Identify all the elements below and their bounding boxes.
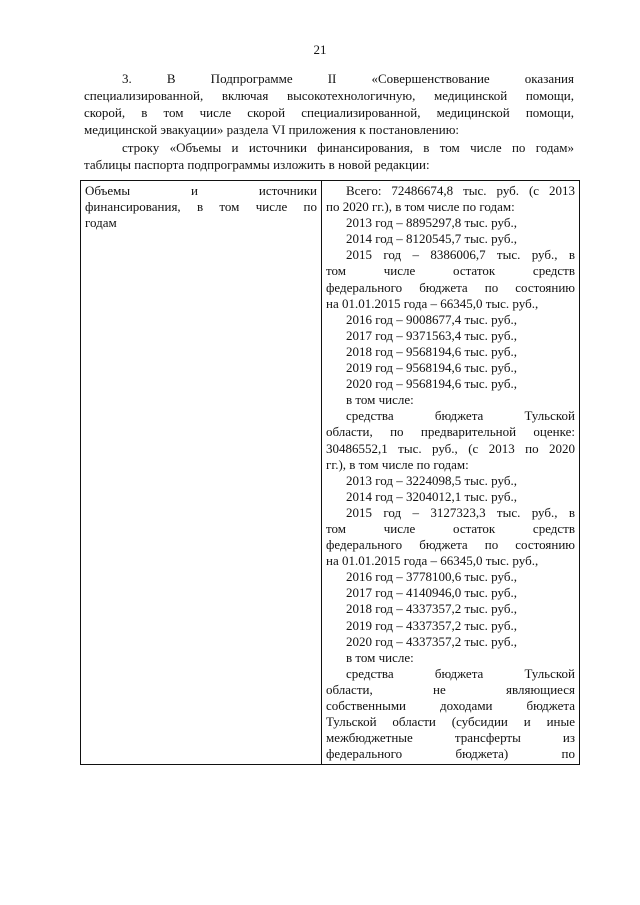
value-line: Тульской области (субсидии и иные bbox=[326, 714, 575, 730]
row-value-cell bbox=[322, 181, 580, 765]
value-line: федерального бюджета по состоянию bbox=[326, 537, 575, 553]
instruction-paragraph bbox=[84, 139, 574, 173]
passport-table bbox=[80, 180, 580, 765]
value-line: 2016 год – 3778100,6 тыс. руб., bbox=[346, 569, 517, 585]
value-line: 2019 год – 9568194,6 тыс. руб., bbox=[346, 360, 517, 376]
paragraph-line: специализированной, включая высокотехнологичную, медицинской помощи, bbox=[84, 88, 574, 103]
value-line: том числе остаток средств bbox=[326, 520, 575, 536]
value-line: федерального бюджета) по bbox=[326, 746, 575, 762]
value-line: Всего: 72486674,8 тыс. руб. (с 2013 bbox=[346, 183, 575, 198]
value-line: 2020 год – 4337357,2 тыс. руб., bbox=[346, 633, 517, 649]
value-line: 2016 год – 9008677,4 тыс. руб., bbox=[346, 311, 517, 327]
value-line: 2014 год – 8120545,7 тыс. руб., bbox=[346, 231, 517, 247]
label-line: годам bbox=[85, 215, 117, 230]
value-line: гг.), в том числе по годам: bbox=[326, 456, 469, 472]
value-line: 2015 год – 3127323,3 тыс. руб., в bbox=[346, 504, 575, 520]
value-line: области, по предварительной оценке: bbox=[326, 424, 575, 440]
paragraph-line: таблицы паспорта подпрограммы изложить в новой редакции: bbox=[84, 157, 430, 172]
paragraph-line: 3. В Подпрограмме II «Совершенствование оказания bbox=[122, 71, 574, 86]
paragraph-line: медицинской эвакуации» раздела VI приложения к постановлению: bbox=[84, 122, 460, 137]
value-line: 2017 год – 4140946,0 тыс. руб., bbox=[346, 585, 517, 601]
table-row bbox=[81, 181, 580, 765]
value-line: в том числе: bbox=[346, 649, 414, 665]
value-line: 2018 год – 9568194,6 тыс. руб., bbox=[346, 343, 517, 359]
row-label-cell bbox=[81, 181, 322, 765]
value-line: 2013 год – 3224098,5 тыс. руб., bbox=[346, 472, 517, 488]
value-line: межбюджетные трансферты из bbox=[326, 730, 575, 746]
value-line: 2019 год – 4337357,2 тыс. руб., bbox=[346, 617, 517, 633]
value-line: 2015 год – 8386006,7 тыс. руб., в bbox=[346, 247, 575, 263]
page-number: 21 bbox=[313, 42, 327, 57]
value-line: 2017 год – 9371563,4 тыс. руб., bbox=[346, 327, 517, 343]
value-line: 2018 год – 4337357,2 тыс. руб., bbox=[346, 601, 517, 617]
value-line: 2013 год – 8895297,8 тыс. руб., bbox=[346, 215, 517, 231]
value-line: по 2020 гг.), в том числе по годам: bbox=[326, 199, 515, 215]
value-line: федерального бюджета по состоянию bbox=[326, 279, 575, 295]
value-line: в том числе: bbox=[346, 392, 414, 408]
value-line: средства бюджета Тульской bbox=[346, 665, 575, 681]
value-line: области, не являющиеся bbox=[326, 681, 575, 697]
value-line: 30486552,1 тыс. руб., (с 2013 по 2020 bbox=[326, 440, 575, 456]
label-line: Объемы и источники bbox=[85, 183, 317, 198]
value-line: 2020 год – 9568194,6 тыс. руб., bbox=[346, 376, 517, 392]
value-line: средства бюджета Тульской bbox=[346, 408, 575, 424]
label-line: финансирования, в том числе по bbox=[85, 199, 317, 214]
value-line: собственными доходами бюджета bbox=[326, 698, 575, 713]
value-line: том числе остаток средств bbox=[326, 263, 575, 279]
paragraph-line: строку «Объемы и источники финансирования, в том числе по годам» bbox=[122, 140, 574, 155]
value-line: на 01.01.2015 года – 66345,0 тыс. руб., bbox=[326, 553, 539, 569]
amendment-paragraph bbox=[84, 70, 574, 138]
paragraph-line: скорой, в том числе скорой специализированной, медицинской помощи, bbox=[84, 105, 574, 120]
value-line: 2014 год – 3204012,1 тыс. руб., bbox=[346, 488, 517, 504]
value-line: на 01.01.2015 года – 66345,0 тыс. руб., bbox=[326, 295, 539, 311]
